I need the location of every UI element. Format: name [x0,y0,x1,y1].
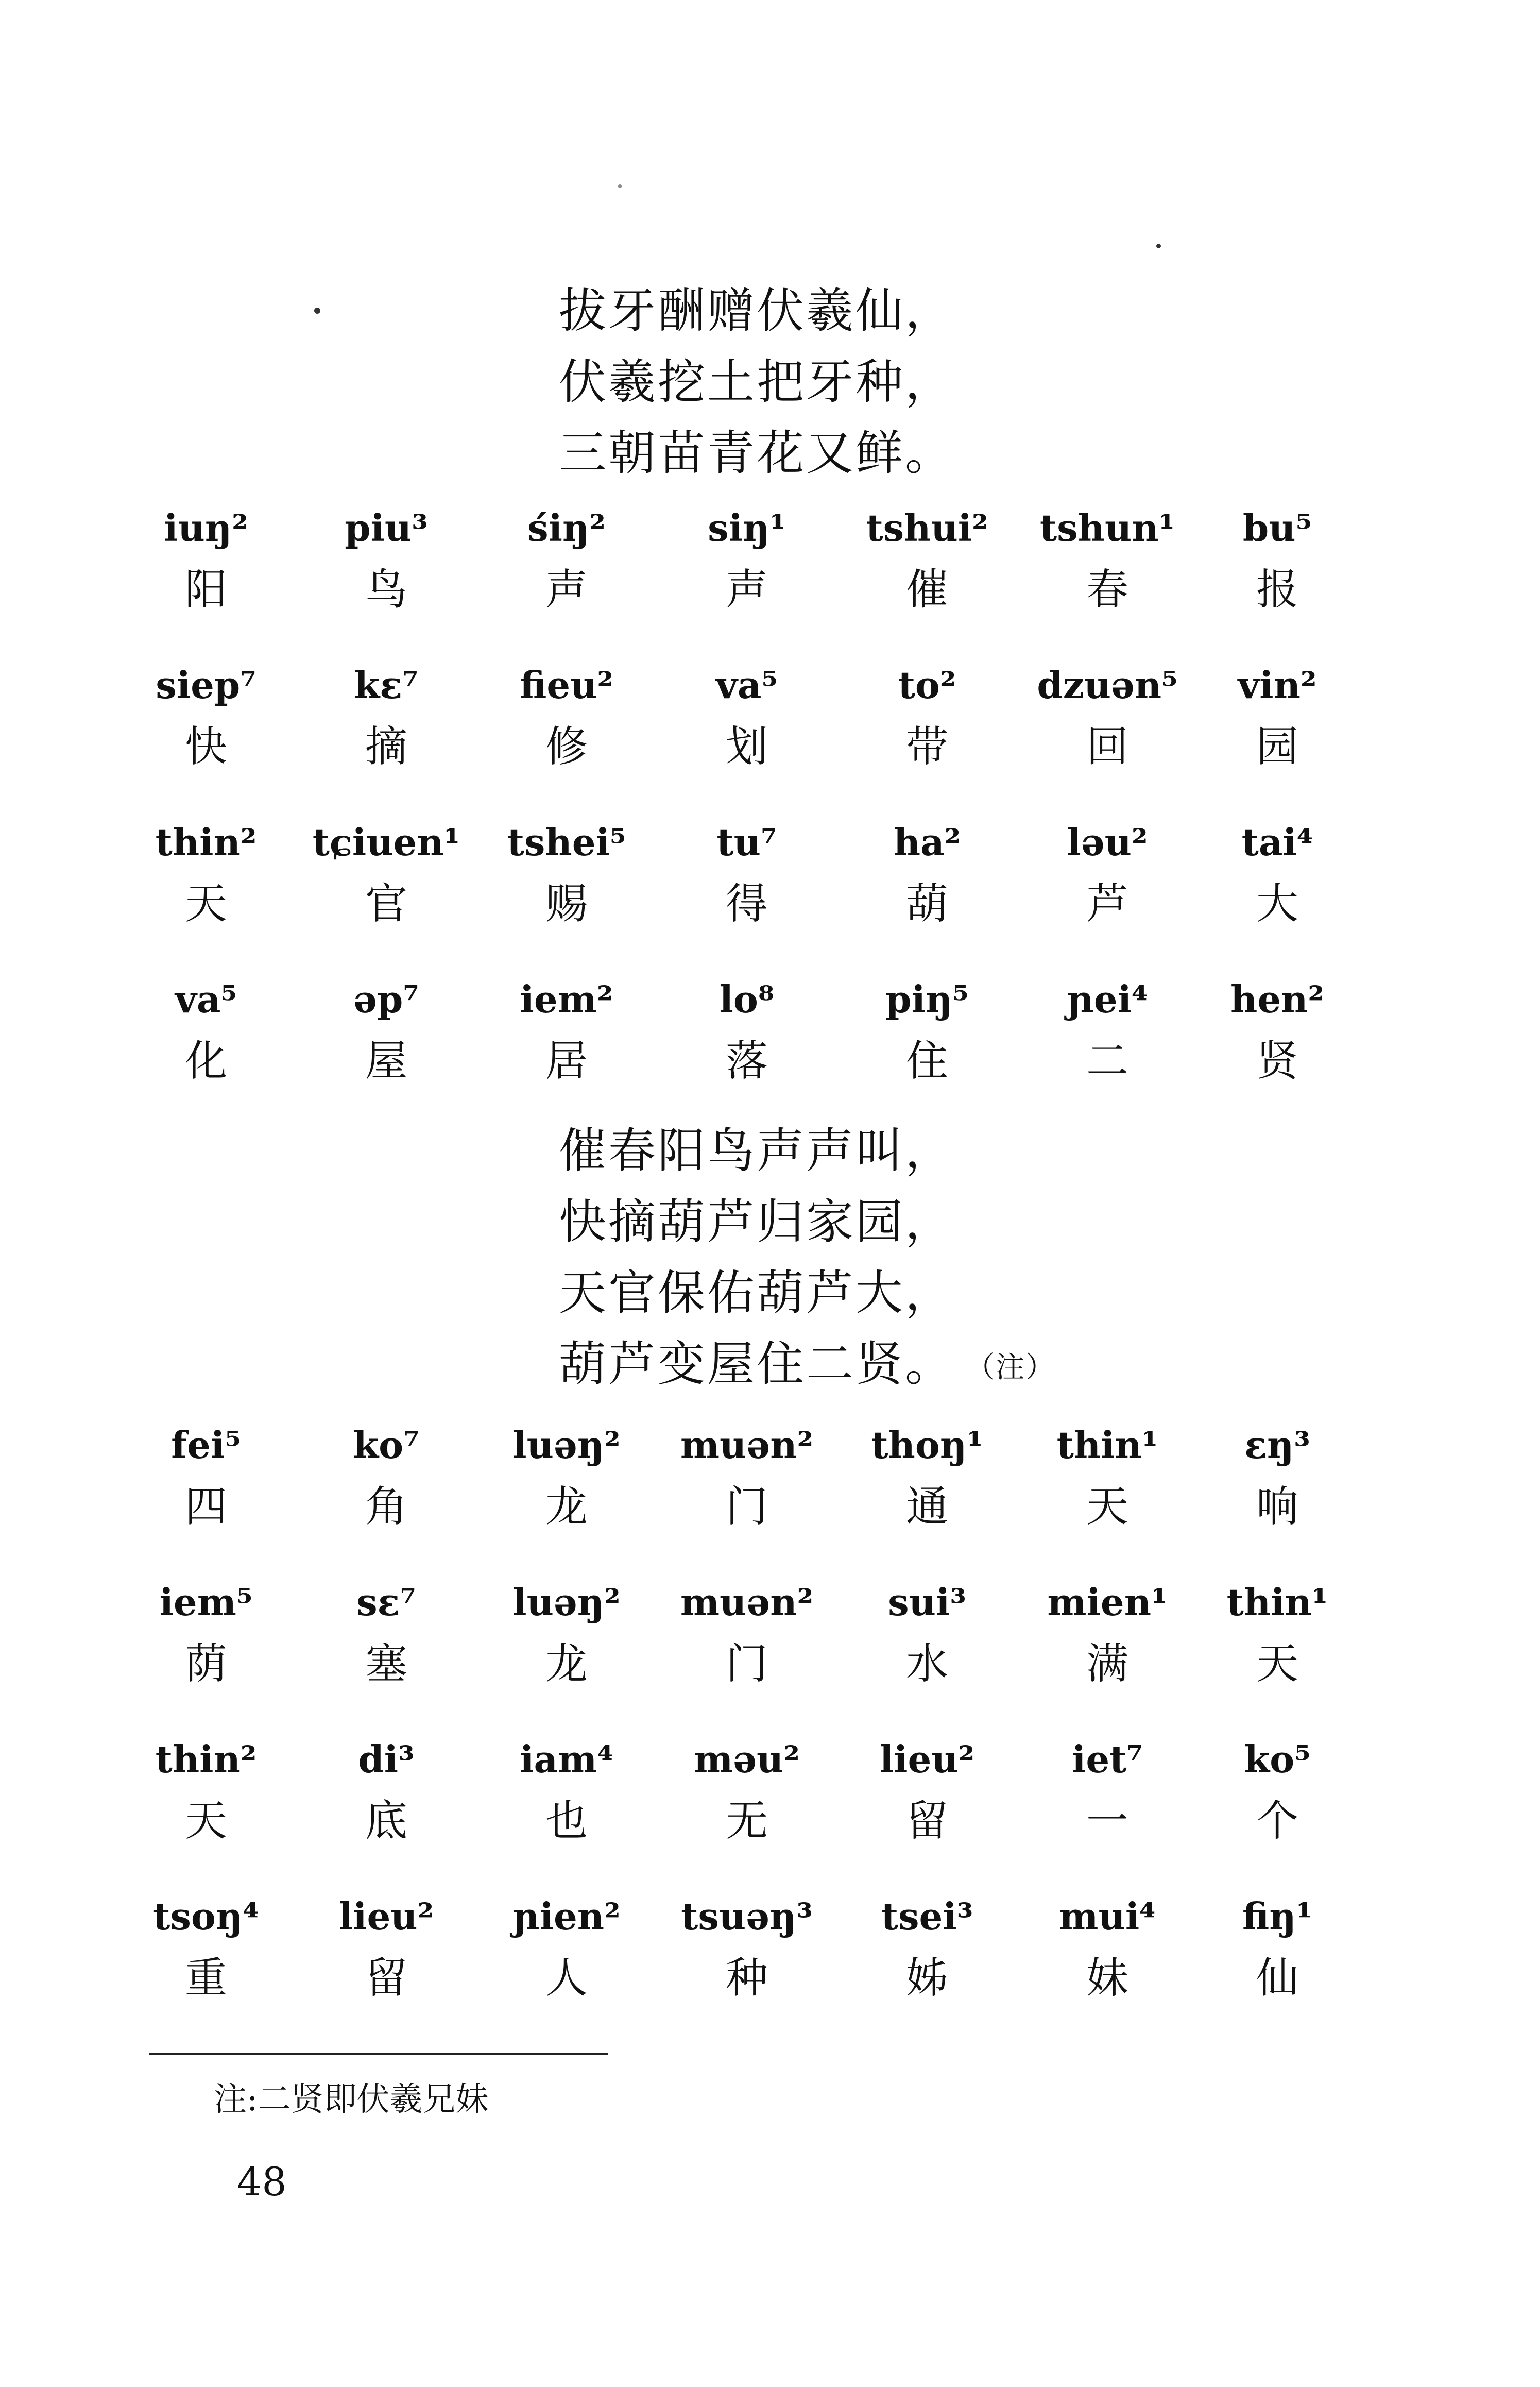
word-cell [670,811,824,935]
romanization: piu³ [345,506,428,550]
character: 天 [184,1797,227,1846]
romanization: thin¹ [1226,1580,1328,1624]
word-cell [850,1414,1004,1538]
romanization: tshei⁵ [507,820,626,864]
character: 声 [545,565,588,614]
romanization: mui⁴ [1059,1894,1156,1938]
footnote: 注:二贤即伏羲兄妹 [214,2080,489,2119]
romanization: muən² [680,1580,814,1624]
word-cell [489,654,644,778]
character: 满 [1086,1639,1128,1688]
word-cell [309,497,464,621]
word-cell [489,969,644,1092]
romanization: tai⁴ [1241,820,1313,864]
character: 落 [725,1037,768,1086]
romanization: hen² [1230,977,1325,1021]
verse-line: 快摘葫芦归家园， [559,1194,955,1249]
word-cell [489,811,644,935]
romanization: siŋ¹ [708,506,786,550]
romanization: thin² [155,820,257,864]
character: 妹 [1086,1954,1128,2003]
word-cell [489,497,644,621]
romanization: lo⁸ [719,977,775,1021]
word-cell [850,811,1004,935]
romanization: thoŋ¹ [871,1423,983,1467]
character: 一 [1086,1797,1128,1846]
word-cell [129,654,283,778]
romanization: iet⁷ [1072,1737,1143,1781]
romanization: lieu² [338,1894,434,1938]
romanization: tsuəŋ³ [681,1894,813,1938]
character: 官 [365,879,407,928]
word-cell [1200,811,1355,935]
word-cell [1030,1414,1185,1538]
print-speck [1156,244,1161,248]
word-cell [850,1886,1004,2009]
word-cell [489,1886,644,2009]
character: 四 [184,1482,227,1531]
word-cell [489,1729,644,1852]
character: 得 [725,879,768,928]
verse-line-text: 葫芦变屋住二贤。 [559,1336,955,1392]
romanization: ləu² [1067,820,1148,864]
verse-line: 催春阳鸟声声叫， [559,1123,955,1178]
romanization: thin¹ [1056,1423,1158,1467]
print-speck [314,308,320,314]
word-cell [850,969,1004,1092]
word-cell [309,1414,464,1538]
word-cell [670,497,824,621]
romanization: iem⁵ [159,1580,253,1624]
character: 无 [725,1797,768,1846]
character: 水 [905,1639,948,1688]
word-cell [309,1571,464,1695]
character: 天 [1256,1639,1298,1688]
word-cell [129,1729,283,1852]
word-cell [489,1571,644,1695]
romanization: muən² [680,1423,814,1467]
character: 摘 [365,722,407,771]
romanization: fieu² [519,663,614,707]
character: 龙 [545,1639,588,1688]
character: 也 [545,1797,588,1846]
character: 天 [184,879,227,928]
romanization: thin² [155,1737,257,1781]
word-cell [129,811,283,935]
romanization: bu⁵ [1242,506,1312,550]
romanization: dzuən⁵ [1037,663,1178,707]
word-cell [670,1729,824,1852]
interlinear-row [153,1886,1355,2043]
word-cell [1030,497,1185,621]
interlinear-row [170,969,1355,1126]
word-cell [1200,1886,1355,2009]
word-cell [129,969,283,1092]
character: 催 [905,565,948,614]
character: 快 [184,722,227,771]
romanization: iam⁴ [520,1737,613,1781]
character: 葫 [905,879,948,928]
character: 带 [905,722,948,771]
romanization: tsoŋ⁴ [153,1894,259,1938]
word-cell [1200,1414,1355,1538]
word-cell [489,1414,644,1538]
romanization: va⁵ [175,977,237,1021]
character: 园 [1256,722,1298,771]
verse-line: 拔牙酬赠伏羲仙， [559,283,955,338]
character: 居 [545,1037,588,1086]
romanization: fiŋ¹ [1242,1894,1313,1938]
romanization: sɛ⁷ [356,1580,416,1624]
word-cell [1030,969,1185,1092]
character: 姊 [905,1954,948,2003]
interlinear-grid-1 [155,497,1355,1126]
word-cell [670,1886,824,2009]
word-cell [129,1414,283,1538]
word-cell [850,1729,1004,1852]
word-cell [1200,969,1355,1092]
word-cell [1030,1571,1185,1695]
verse-line [559,1329,1228,1400]
character: 留 [905,1797,948,1846]
character: 门 [725,1482,768,1531]
footnote-marker: （注） [980,1351,1056,1384]
interlinear-grid-2 [153,1414,1355,2043]
word-cell [1030,1886,1185,2009]
romanization: to² [898,663,956,707]
word-cell [1030,811,1185,935]
character: 住 [905,1037,948,1086]
word-cell [670,654,824,778]
word-cell [1030,654,1185,778]
romanization: luəŋ² [512,1580,621,1624]
romanization: fei⁵ [171,1423,241,1467]
word-cell [670,1571,824,1695]
word-cell [1200,1571,1355,1695]
character: 门 [725,1639,768,1688]
word-cell [309,811,464,935]
interlinear-row [170,1414,1355,1571]
romanization: va⁵ [715,663,778,707]
character: 个 [1256,1797,1298,1846]
character: 鸟 [365,565,407,614]
verse-line: 天官保佑葫芦大， [559,1265,955,1321]
word-cell [309,654,464,778]
word-cell [309,969,464,1092]
interlinear-row [155,811,1355,969]
romanization: tshui² [866,506,988,550]
word-cell [850,654,1004,778]
verse-stanza-1 [559,276,1228,489]
character: 重 [184,1954,227,2003]
romanization: tɕiuen¹ [312,820,460,864]
word-cell [129,1886,283,2009]
character: 大 [1256,879,1298,928]
character: 化 [184,1037,227,1086]
word-cell [670,969,824,1092]
romanization: ɲei⁴ [1067,977,1148,1021]
character: 角 [365,1482,407,1531]
romanization: sui³ [888,1580,966,1624]
print-speck [618,184,622,188]
verse-line: 伏羲挖土把牙种， [559,354,955,410]
word-cell [309,1729,464,1852]
page-number: 48 [237,2159,287,2205]
verse-stanza-2 [559,1115,1228,1400]
character: 荫 [184,1639,227,1688]
character: 底 [365,1797,407,1846]
character: 划 [725,722,768,771]
character: 贤 [1256,1037,1298,1086]
romanization: tshun¹ [1039,506,1175,550]
character: 芦 [1086,879,1128,928]
interlinear-row [159,1571,1355,1729]
romanization: tu⁷ [716,820,777,864]
character: 回 [1086,722,1128,771]
romanization: siep⁷ [156,663,256,707]
word-cell [850,497,1004,621]
character: 赐 [545,879,588,928]
character: 种 [725,1954,768,2003]
character: 留 [365,1954,407,2003]
character: 仙 [1256,1954,1298,2003]
character: 屋 [365,1037,407,1086]
character: 塞 [365,1639,407,1688]
romanization: məu² [694,1737,800,1781]
verse-line: 三朝苗青花又鲜。 [559,426,955,481]
romanization: śiŋ² [527,506,606,550]
character: 天 [1086,1482,1128,1531]
interlinear-row [156,654,1355,811]
word-cell [129,1571,283,1695]
romanization: mien¹ [1047,1580,1168,1624]
character: 龙 [545,1482,588,1531]
romanization: luəŋ² [512,1423,621,1467]
word-cell [309,1886,464,2009]
footnote-divider [149,2053,608,2055]
character: 声 [725,565,768,614]
romanization: vin² [1238,663,1317,707]
romanization: di³ [358,1737,415,1781]
romanization: əp⁷ [353,977,419,1021]
romanization: ɛŋ³ [1244,1423,1310,1467]
character: 春 [1086,565,1128,614]
romanization: ɲien² [512,1894,621,1938]
word-cell [1030,1729,1185,1852]
character: 阳 [184,565,227,614]
interlinear-row [155,1729,1355,1886]
word-cell [670,1414,824,1538]
character: 通 [905,1482,948,1531]
character: 修 [545,722,588,771]
character: 二 [1086,1037,1128,1086]
romanization: piŋ⁵ [885,977,969,1021]
word-cell [850,1571,1004,1695]
interlinear-row [164,497,1355,654]
character: 报 [1256,565,1298,614]
romanization: lieu² [879,1737,975,1781]
romanization: kɛ⁷ [354,663,419,707]
romanization: ko⁵ [1244,1737,1311,1781]
romanization: ha² [893,820,961,864]
romanization: tsei³ [881,1894,973,1938]
character: 响 [1256,1482,1298,1531]
word-cell [1200,654,1355,778]
romanization: iuŋ² [164,506,248,550]
word-cell [1200,1729,1355,1852]
word-cell [1200,497,1355,621]
word-cell [129,497,283,621]
romanization: iem² [520,977,613,1021]
character: 人 [545,1954,588,2003]
romanization: ko⁷ [353,1423,420,1467]
